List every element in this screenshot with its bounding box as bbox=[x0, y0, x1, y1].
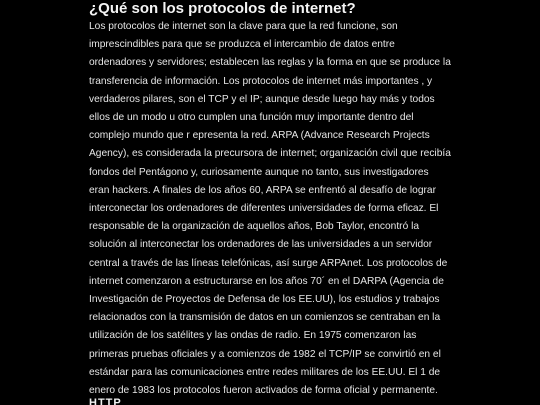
article-title: ¿Qué son los protocolos de internet? bbox=[89, 0, 356, 17]
article bbox=[89, 0, 451, 400]
next-section-heading: HTTP bbox=[89, 397, 122, 405]
article-body: Los protocolos de internet son la clave para que la red funcione, son imprescindibles para que se produzca el intercambio de datos entre ordenadores y servidores; establecen las reglas y la forma en que se produce la transferencia de información. Los protocolos de internet más importantes , y verdaderos pilares, son el TCP y el IP; aunque desde luego hay más y todos ellos de un modo u otro cumplen una función muy importante dentro del complejo mundo que r epresenta la red. ARPA (Advance Research Projects Agency), es considerada la precursora de internet; organización civil que recibía fondos del Pentágono y, curiosamente aunque no tanto, sus investigadores eran hackers. A finales de los años 60, ARPA se enfrentó al desafío de lograr interconectar los ordenadores de diferentes universidades de forma eficaz. El responsable de la organización de aquellos años, Bob Taylor, encontró la solución al interconectar los ordenadores de las universidades a un servidor central a través de las líneas telefónicas, así surge ARPAnet. Los protocolos de internet comenzaron a estructurarse en los años 70´ en el DARPA (Agencia de Investigación de Proyectos de Defensa de los EE.UU), los estudios y trabajos relacionados con la transmisión de datos en un comienzos se centraban en la utilización de los satélites y las ondas de radio. En 1975 comenzaron las primeras pruebas oficiales y a comienzos de 1982 el TCP/IP se convirtió en el estándar para las comunicaciones entre redes militares de los EE.UU. El 1 de enero de 1983 los protocolos fueron activados de forma oficial y permanente. bbox=[89, 21, 451, 397]
